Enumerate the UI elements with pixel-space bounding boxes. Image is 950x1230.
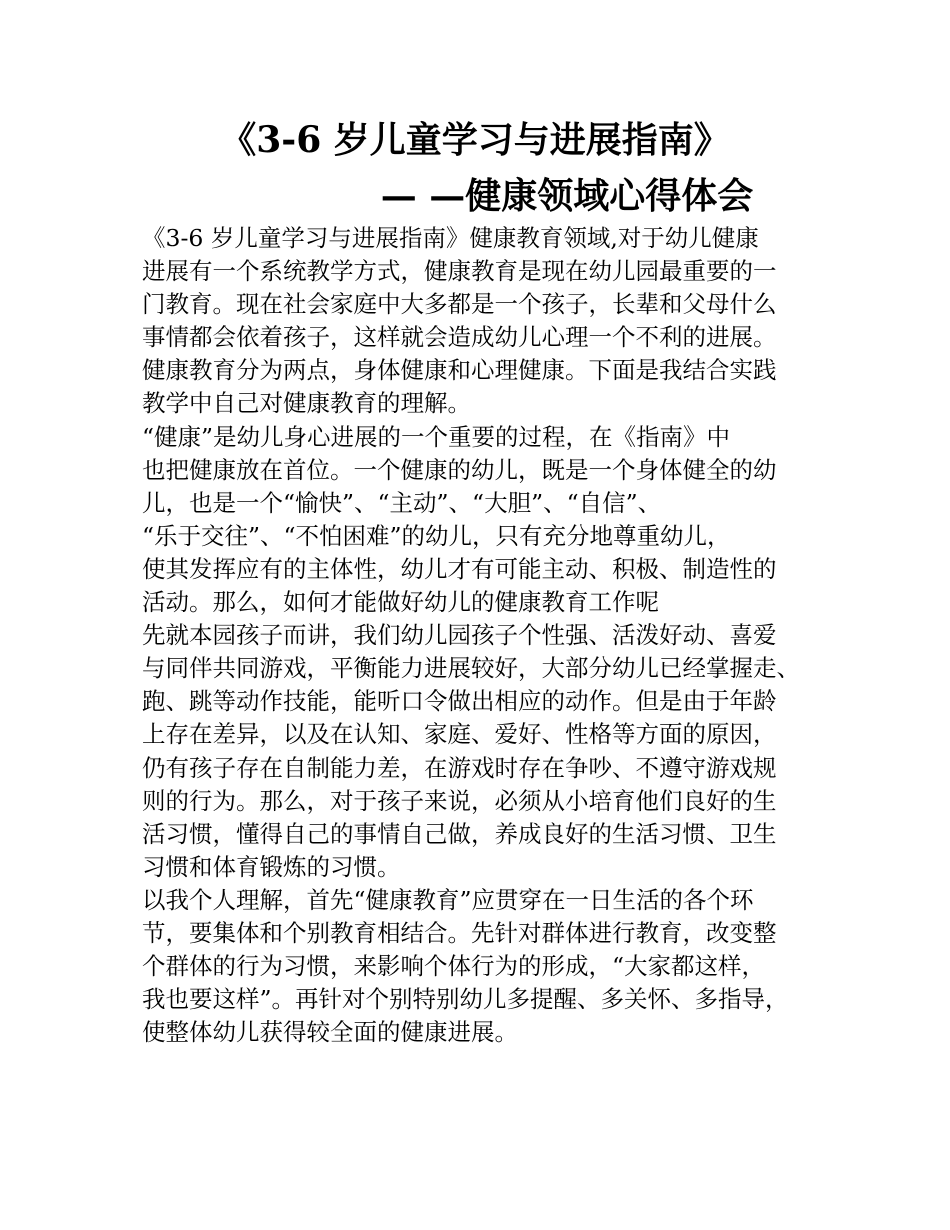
body-line: 门教育。现在社会家庭中大多都是一个孩子，长辈和父母什么 xyxy=(142,290,777,319)
body-line: 仍有孩子存在自制能力差，在游戏时存在争吵、不遵守游戏规 xyxy=(142,753,777,782)
body-line: 活动。那么，如何才能做好幼儿的健康教育工作呢 xyxy=(142,588,659,617)
body-line: 个群体的行为习惯，来影响个体行为的形成，“大家都这样， xyxy=(142,952,766,981)
body-line: 事情都会依着孩子，这样就会造成幼儿心理一个不利的进展。 xyxy=(142,323,777,352)
body-line: 《3-6 岁儿童学习与进展指南》健康教育领域,对于幼儿健康 xyxy=(142,224,759,252)
body-line: 使整体幼儿获得较全面的健康进展。 xyxy=(142,1018,518,1047)
body-line: 则的行为。那么，对于孩子来说，必须从小培育他们良好的生 xyxy=(142,786,777,815)
body-line: 儿，也是一个“愉快”、“主动”、“大胆”、“自信”、 xyxy=(142,488,662,517)
body-line: “乐于交往”、“不怕困难”的幼儿，只有充分地尊重幼儿， xyxy=(142,521,731,550)
body-line: 活习惯，懂得自己的事情自己做，养成良好的生活习惯、卫生 xyxy=(142,819,777,848)
document-body xyxy=(142,222,842,1049)
body-line: 教学中自己对健康教育的理解。 xyxy=(142,389,471,418)
body-line: 我也要这样”。再针对个别特别幼儿多提醒、多关怀、多指导， xyxy=(142,985,789,1014)
body-line: 跑、跳等动作技能，能听口令做出相应的动作。但是由于年龄 xyxy=(142,687,777,716)
body-line: 健康教育分为两点，身体健康和心理健康。下面是我结合实践 xyxy=(142,356,777,385)
body-line: 使其发挥应有的主体性，幼儿才有可能主动、积极、制造性的 xyxy=(142,554,777,583)
body-line: 节，要集体和个别教育相结合。先针对群体进行教育，改变整 xyxy=(142,918,777,947)
body-line: 与同伴共同游戏，平衡能力进展较好，大部分幼儿已经掌握走、 xyxy=(142,654,800,683)
body-line: 以我个人理解，首先“健康教育”应贯穿在一日生活的各个环 xyxy=(142,885,754,914)
document-subtitle: — —健康领域心得体会 xyxy=(380,175,754,217)
body-line: “健康”是幼儿身心进展的一个重要的过程，在《指南》中 xyxy=(142,422,731,451)
body-line: 习惯和体育锻炼的习惯。 xyxy=(142,852,401,881)
body-line: 上存在差异，以及在认知、家庭、爱好、性格等方面的原因， xyxy=(142,720,777,749)
body-line: 也把健康放在首位。一个健康的幼儿，既是一个身体健全的幼 xyxy=(142,455,777,484)
document-title: 《3-6 岁儿童学习与进展指南》 xyxy=(220,119,730,161)
body-line: 先就本园孩子而讲，我们幼儿园孩子个性强、活泼好动、喜爱 xyxy=(142,621,777,650)
body-line: 进展有一个系统教学方式，健康教育是现在幼儿园最重要的一 xyxy=(142,257,777,286)
